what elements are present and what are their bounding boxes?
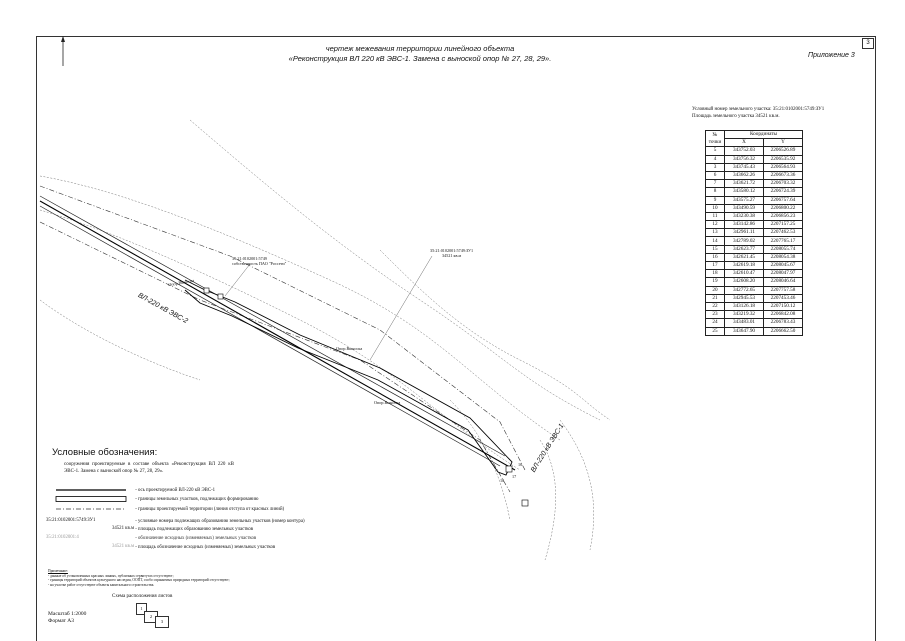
- legend-text: - площадь подлежащих образованию земельных участков: [135, 527, 254, 533]
- legend-item-source-parcel: [46, 535, 256, 542]
- parcel-info: [692, 106, 824, 120]
- legend-text: - площадь обозначение исходных (изменяемых) земельных участков: [135, 545, 276, 551]
- scheme-title: Схема расположения листов: [112, 594, 173, 599]
- point-number-cell: 6: [706, 171, 725, 179]
- notes: [48, 569, 318, 587]
- point-number-cell: 5: [706, 147, 725, 155]
- parcel-label-a: [232, 256, 286, 266]
- legend-item-parcel-boundary: [46, 496, 258, 503]
- table-row: [706, 147, 803, 155]
- legend-item-axis: [46, 487, 215, 494]
- title-line-1: чертеж межевания территории линейного объекта: [325, 44, 515, 53]
- parcel-label-b-area: 34521 кв.м: [441, 253, 462, 258]
- x-coordinate-cell: 343621.72: [725, 180, 764, 188]
- point-number-cell: 10: [706, 204, 725, 212]
- x-coordinate-cell: 343483.01: [725, 319, 764, 327]
- table-row: [706, 221, 803, 229]
- table-row: [706, 212, 803, 220]
- x-coordinate-cell: 343647.90: [725, 327, 764, 335]
- y-coordinate-cell: 2206662.50: [764, 327, 803, 335]
- x-coordinate-cell: 343580.12: [725, 188, 764, 196]
- note-line: - данные об установленных красных линиях, публичных сервитутах отсутствуют;: [48, 573, 174, 578]
- table-body: [706, 147, 803, 335]
- line-label-evs2: ВЛ-220 кВ ЭВС-2: [136, 292, 189, 326]
- title-line-2: «Реконструкция ВЛ 220 кВ ЭВС-1. Замена с выноской опор № 27, 28, 29».: [288, 54, 552, 63]
- legend-symbol-source: 35:21:0102001:4: [46, 535, 79, 540]
- support-label-2: Опор.Выноска: [336, 346, 363, 351]
- y-coordinate-cell: 2206800.22: [764, 204, 803, 212]
- y-coordinate-cell: 2206535.92: [764, 155, 803, 163]
- parcel-label-a-number: 35:21:0102001:5749: [232, 256, 267, 261]
- legend-symbol-axis: [46, 487, 134, 493]
- point-label-17: 17: [512, 474, 517, 479]
- parcel-label-b: [430, 248, 473, 258]
- col-y-header: Y: [764, 139, 803, 147]
- legend-description: сооружения проектируемые в составе объекта «Реконструкция ВЛ 220 кВ ЭВС-1. Замена с выноской опор № 27, 28, 29».: [64, 462, 234, 474]
- legend-item-parcel-number: [46, 518, 305, 525]
- point-number-cell: 23: [706, 311, 725, 319]
- legend-symbol-parcel: [46, 496, 134, 502]
- point-number-cell: 13: [706, 229, 725, 237]
- point-label-18: 18: [500, 478, 505, 483]
- y-coordinate-cell: 2206526.89: [764, 147, 803, 155]
- table-row: [706, 171, 803, 179]
- point-number-cell: 21: [706, 294, 725, 302]
- point-number-cell: 9: [706, 196, 725, 204]
- point-number-cell: 3: [706, 163, 725, 171]
- col-x-header: X: [725, 139, 764, 147]
- point-number-cell: 22: [706, 302, 725, 310]
- point-number-cell: 24: [706, 319, 725, 327]
- point-number-cell: 8: [706, 188, 725, 196]
- mini-sheet-1: 1: [136, 603, 147, 615]
- format-label: Формат А3: [48, 618, 75, 624]
- x-coordinate-cell: 343745.43: [725, 163, 764, 171]
- point-number-cell: 20: [706, 286, 725, 294]
- table-row: [706, 155, 803, 163]
- y-coordinate-cell: 2207757.58: [764, 286, 803, 294]
- y-coordinate-cell: 2208055.74: [764, 245, 803, 253]
- legend-item-source-area: [46, 544, 275, 551]
- x-coordinate-cell: 343230.38: [725, 212, 764, 220]
- appendix-label: Приложение 3: [808, 52, 855, 59]
- coordinates-table: [705, 130, 803, 336]
- y-coordinate-cell: 2206564.93: [764, 163, 803, 171]
- table-row: [706, 163, 803, 171]
- table-row: [706, 278, 803, 286]
- y-coordinate-cell: 2206757.64: [764, 196, 803, 204]
- legend-text: - границы земельных участков, подлежащих формированию: [135, 497, 259, 503]
- scale-label: Масштаб 1:2000: [48, 611, 87, 617]
- table-row: [706, 196, 803, 204]
- x-coordinate-cell: 342623.77: [725, 245, 764, 253]
- y-coordinate-cell: 2208054.38: [764, 253, 803, 261]
- x-coordinate-cell: 343490.59: [725, 204, 764, 212]
- point-number-cell: 17: [706, 262, 725, 270]
- legend-text: - границы проектируемой территории (линия отступа от красных линий): [135, 507, 285, 513]
- point-number-cell: 12: [706, 221, 725, 229]
- legend-item-parcel-area: [46, 526, 253, 533]
- y-coordinate-cell: 2206673.36: [764, 171, 803, 179]
- point-number-cell: 16: [706, 253, 725, 261]
- x-coordinate-cell: 343756.32: [725, 155, 764, 163]
- note-line: - на участке работ отсутствуют объекты капитального строительства.: [48, 582, 155, 587]
- leader-lines: [225, 256, 432, 360]
- x-coordinate-cell: 343126.18: [725, 302, 764, 310]
- x-coordinate-cell: 342772.65: [725, 286, 764, 294]
- legend-item-territory: [46, 506, 284, 513]
- legend-text: - обозначение исходных (изменяемых) земельных участков: [135, 536, 257, 542]
- point-number-cell: 11: [706, 212, 725, 220]
- table-row: [706, 302, 803, 310]
- table-row: [706, 270, 803, 278]
- col-coords-header: Координаты: [725, 131, 803, 139]
- col-point-header: № точки: [706, 131, 725, 147]
- x-coordinate-cell: 342789.02: [725, 237, 764, 245]
- point-number-cell: 19: [706, 278, 725, 286]
- x-coordinate-cell: 342945.53: [725, 294, 764, 302]
- x-coordinate-cell: 343219.32: [725, 311, 764, 319]
- line-label-evs1: ВЛ-220 кВ ЭВС-1: [530, 422, 566, 474]
- north-arrow-icon: [61, 36, 65, 66]
- point-number-cell: 7: [706, 180, 725, 188]
- y-coordinate-cell: 2207462.53: [764, 229, 803, 237]
- y-coordinate-cell: 2207765.17: [764, 237, 803, 245]
- note-line: - границы территорий объектов культурного наследия, ООПТ, особо охраняемых природных территорий отсутствуют;: [48, 578, 230, 583]
- y-coordinate-cell: 2208047.97: [764, 270, 803, 278]
- x-coordinate-cell: 343662.26: [725, 171, 764, 179]
- y-coordinate-cell: 2207150.12: [764, 302, 803, 310]
- y-coordinate-cell: 2207157.25: [764, 221, 803, 229]
- point-number-cell: 14: [706, 237, 725, 245]
- projected-axis-evs1: [40, 201, 515, 470]
- mini-sheet-3: 3: [155, 616, 169, 628]
- table-row: [706, 311, 803, 319]
- parcel-label-a-owner: собственность ПАО "Россети": [232, 261, 287, 266]
- table-row: [706, 245, 803, 253]
- point-number-cell: 15: [706, 245, 725, 253]
- parcel-boundary: [185, 280, 512, 475]
- x-coordinate-cell: 342619.18: [725, 262, 764, 270]
- table-row: [706, 253, 803, 261]
- parcel-label-b-number: 35:21:0102001:5749:ЗУ1: [430, 248, 474, 253]
- x-coordinate-cell: 343142.86: [725, 221, 764, 229]
- existing-line-evs2: [40, 196, 505, 466]
- legend-heading: Условные обозначения:: [52, 447, 158, 458]
- table-row: [706, 188, 803, 196]
- y-coordinate-cell: 2206724.39: [764, 188, 803, 196]
- support-label-1: Опор.Выноска: [167, 277, 195, 288]
- page-number: 3: [862, 38, 874, 49]
- y-coordinate-cell: 2206783.43: [764, 319, 803, 327]
- legend-symbol-number: 35:21:0102001:5749:ЗУ1: [46, 518, 96, 523]
- y-coordinate-cell: 2206842.08: [764, 311, 803, 319]
- y-coordinate-cell: 2208046.64: [764, 278, 803, 286]
- table-header-row: [706, 131, 803, 139]
- support-label-3: Опор.Выноска: [374, 400, 401, 405]
- legend-text: - ось проектируемой ВЛ-220 кВ ЭВС-1: [135, 488, 216, 494]
- table-row: [706, 237, 803, 245]
- legend-symbol-area: 34521 кв.м: [111, 526, 134, 531]
- scale-info: [48, 611, 86, 625]
- table-row: [706, 294, 803, 302]
- table-row: [706, 204, 803, 212]
- x-coordinate-cell: 342610.47: [725, 270, 764, 278]
- x-coordinate-cell: 342608.20: [725, 278, 764, 286]
- mini-sheet-2: 2: [144, 611, 158, 623]
- table-row: [706, 319, 803, 327]
- table-row: [706, 327, 803, 335]
- x-coordinate-cell: 342621.45: [725, 253, 764, 261]
- y-coordinate-cell: 2206856.23: [764, 212, 803, 220]
- table-row: [706, 229, 803, 237]
- legend-text: - условные номера подлежащих образованию земельных участков (номер контура): [135, 519, 305, 525]
- y-coordinate-cell: 2207453.46: [764, 294, 803, 302]
- point-number-cell: 4: [706, 155, 725, 163]
- x-coordinate-cell: 343752.03: [725, 147, 764, 155]
- parcel-number: Условный номер земельного участка: 35:21:0102001:5749:ЗУ1: [692, 107, 825, 112]
- table-row: [706, 180, 803, 188]
- x-coordinate-cell: 343575.27: [725, 196, 764, 204]
- point-number-cell: 25: [706, 327, 725, 335]
- y-coordinate-cell: 2206703.32: [764, 180, 803, 188]
- legend-symbol-territory: [46, 506, 134, 512]
- parcel-area: Площадь земельного участка 34521 кв.м.: [692, 114, 780, 119]
- table-row: [706, 286, 803, 294]
- notes-heading: Примечание:: [48, 569, 68, 573]
- y-coordinate-cell: 2208045.67: [764, 262, 803, 270]
- point-label-16: 16: [518, 462, 523, 467]
- x-coordinate-cell: 342961.11: [725, 229, 764, 237]
- point-number-cell: 18: [706, 270, 725, 278]
- support-markers: [204, 288, 528, 506]
- table-row: [706, 262, 803, 270]
- legend-symbol-source-area: 34521 кв.м: [111, 544, 134, 549]
